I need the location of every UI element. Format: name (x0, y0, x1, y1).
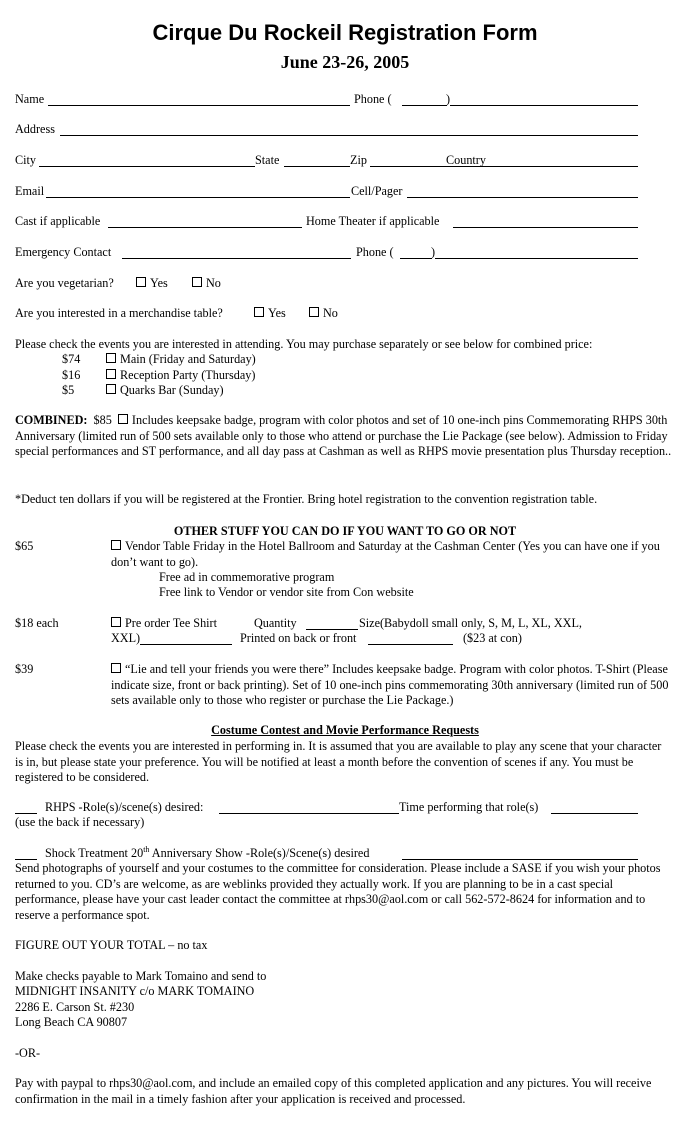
vegetarian-no-label: No (206, 276, 221, 290)
shirt-checkbox[interactable] (111, 617, 121, 627)
events-intro: Please check the events you are interested in attending. You may purchase separately or see below for combined price: (15, 337, 593, 351)
vegetarian-no-checkbox[interactable] (192, 277, 202, 287)
event-quarks-checkbox[interactable] (106, 384, 116, 394)
event-reception-checkbox[interactable] (106, 369, 116, 379)
photos-instructions: Send photographs of yourself and your costumes to the committee for consideration. Please include a SASE if you wish your photos returned to you. CD’s are welcome, as are weblinks provided they actually work. If you are planning to be in a cast special performance, please have your cast leader contact the committee at rhps30@aol.com or call 562-572-8624 for information and to reserve a performance spot. (15, 861, 661, 922)
shirt-price: $18 each (15, 616, 59, 630)
rhps-time-label: Time performing that role(s) (399, 800, 539, 814)
rhps-check-field[interactable] (15, 813, 37, 814)
event-label: Quarks Bar (Sunday) (120, 383, 224, 397)
event-dates: June 23-26, 2005 (280, 52, 410, 72)
costume-heading: Costume Contest and Movie Performance Requests (211, 723, 479, 737)
merch-question: Are you interested in a merchandise table? (15, 306, 223, 320)
shirt-quantity-field[interactable] (306, 629, 358, 630)
vendor-option (111, 539, 661, 570)
shirt-label: Pre order Tee Shirt (125, 616, 217, 630)
merch-no-option[interactable] (309, 306, 338, 322)
mailing-address-line2: 2286 E. Carson St. #230 (15, 1000, 135, 1014)
rhps-role-label: RHPS -Role(s)/scene(s) desired: (45, 800, 204, 814)
lie-package-checkbox[interactable] (111, 663, 121, 673)
combined-package (15, 413, 680, 460)
event-option-main[interactable] (106, 352, 256, 368)
state-field[interactable] (284, 166, 350, 167)
rhps-note: (use the back if necessary) (15, 815, 145, 829)
combined-checkbox[interactable] (118, 414, 128, 424)
email-label: Email (15, 184, 45, 198)
email-field[interactable] (46, 197, 350, 198)
address-field[interactable] (60, 135, 638, 136)
cast-field[interactable] (108, 227, 302, 228)
shirt-at-con-price: ($23 at con) (463, 631, 522, 645)
shock-label-post: Anniversary Show -Role(s)/Scene(s) desired (149, 846, 370, 860)
city-label: City (15, 153, 36, 167)
shirt-size-label-cont: XXL) (111, 631, 141, 645)
emergency-phone-field[interactable] (435, 258, 638, 259)
mailing-address-line3: Long Beach CA 90807 (15, 1015, 128, 1029)
shock-label-sup: th (143, 845, 150, 854)
other-stuff-heading: OTHER STUFF YOU CAN DO IF YOU WANT TO GO OR NOT (173, 524, 517, 538)
event-label: Main (Friday and Saturday) (120, 352, 256, 366)
event-option-reception[interactable] (106, 368, 255, 384)
merch-yes-option[interactable] (254, 306, 286, 322)
lie-package-option (111, 662, 671, 709)
vegetarian-yes-option[interactable] (136, 276, 168, 292)
event-price: $5 (62, 383, 75, 397)
zip-label: Zip (350, 153, 367, 167)
phone-area-field[interactable] (402, 105, 447, 106)
vegetarian-no-option[interactable] (192, 276, 221, 292)
shock-treatment-label (45, 846, 369, 862)
phone-close-paren: ) (446, 92, 451, 106)
vendor-perk: Free ad in commemorative program (159, 570, 335, 584)
total-instruction: FIGURE OUT YOUR TOTAL – no tax (15, 938, 208, 952)
shock-check-field[interactable] (15, 859, 37, 860)
vegetarian-yes-checkbox[interactable] (136, 277, 146, 287)
emergency-contact-field[interactable] (122, 258, 351, 259)
lie-package-price: $39 (15, 662, 34, 676)
vegetarian-yes-label: Yes (150, 276, 168, 290)
phone-label: Phone ( (354, 92, 392, 106)
cast-label: Cast if applicable (15, 214, 101, 228)
or-separator: -OR- (15, 1046, 41, 1060)
zip-country-field[interactable] (370, 166, 638, 167)
shirt-printed-field[interactable] (368, 644, 453, 645)
merch-no-label: No (323, 306, 338, 320)
mailing-address-line1: MIDNIGHT INSANITY c/o MARK TOMAINO (15, 984, 255, 998)
cell-label: Cell/Pager (351, 184, 403, 198)
event-price: $16 (62, 368, 81, 382)
emergency-phone-close-paren: ) (431, 245, 436, 259)
merch-no-checkbox[interactable] (309, 307, 319, 317)
vegetarian-question: Are you vegetarian? (15, 276, 114, 290)
rhps-role-field[interactable] (219, 813, 399, 814)
costume-intro: Please check the events you are interested in performing in. It is assumed that you are available to play any scene that your character is in, but please state your preference. You will be notified at least a month before the convention of scenes if any. You must be registered to be considered. (15, 739, 662, 784)
combined-price: $85 (93, 413, 112, 427)
combined-label: COMBINED: (15, 413, 88, 427)
home-theater-field[interactable] (453, 227, 638, 228)
name-field[interactable] (48, 105, 350, 106)
city-field[interactable] (39, 166, 255, 167)
name-label: Name (15, 92, 45, 106)
shirt-printed-label: Printed on back or front (240, 631, 357, 645)
lie-package-description: “Lie and tell your friends you were there” Includes keepsake badge. Program with color photos. T-Shirt (Please indicate size, front or back printing). Set of 10 one-inch pins commemorating 30th anniversary (limited run of 500 sets available only to those who register or purchase the Lie Package.) (111, 662, 669, 707)
shirt-quantity-label: Quantity (254, 616, 297, 630)
shirt-size-label: Size(Babydoll small only, S, M, L, XL, XXL, (359, 616, 582, 630)
address-label: Address (15, 122, 55, 136)
home-theater-label: Home Theater if applicable (306, 214, 440, 228)
phone-field[interactable] (450, 105, 638, 106)
cell-field[interactable] (407, 197, 638, 198)
event-option-quarks[interactable] (106, 383, 224, 399)
form-title: Cirque Du Rockeil Registration Form (152, 20, 538, 45)
paypal-instructions: Pay with paypal to rhps30@aol.com, and include an emailed copy of this completed application and any pictures. You will receive confirmation in the mail in a timely fashion after your application is received and processed. (15, 1076, 652, 1106)
deduct-note: *Deduct ten dollars if you will be registered at the Frontier. Bring hotel registration to the convention registration table. (15, 492, 598, 506)
vendor-checkbox[interactable] (111, 540, 121, 550)
emergency-phone-area-field[interactable] (400, 258, 432, 259)
vendor-description: Vendor Table Friday in the Hotel Ballroom and Saturday at the Cashman Center (Yes you can have one if you don’t want to go). (111, 539, 660, 569)
vendor-price: $65 (15, 539, 34, 553)
emergency-phone-label: Phone ( (356, 245, 394, 259)
country-label: Country (446, 153, 486, 167)
emergency-contact-label: Emergency Contact (15, 245, 112, 259)
state-label: State (255, 153, 280, 167)
merch-yes-label: Yes (268, 306, 286, 320)
shirt-size-field[interactable] (140, 644, 232, 645)
shock-label-pre: Shock Treatment 20 (45, 846, 144, 860)
checks-instruction: Make checks payable to Mark Tomaino and send to (15, 969, 267, 983)
rhps-time-field[interactable] (551, 813, 638, 814)
event-price: $74 (62, 352, 81, 366)
event-label: Reception Party (Thursday) (120, 368, 256, 382)
shock-role-field[interactable] (402, 859, 638, 860)
merch-yes-checkbox[interactable] (254, 307, 264, 317)
shirt-option (111, 616, 217, 632)
vendor-perk: Free link to Vendor or vendor site from Con website (159, 585, 414, 599)
event-main-checkbox[interactable] (106, 353, 116, 363)
combined-description: Includes keepsake badge, program with color photos and set of 10 one-inch pins Commemorating RHPS 30th Anniversary (limited run of 500 sets available only to those who attend or purchase the Lie Package (see below). Admission to Friday special performances and ST performance, and all day pass at Cashman as well as RHPS movie presentation plus Thursday reception.. (15, 413, 672, 458)
